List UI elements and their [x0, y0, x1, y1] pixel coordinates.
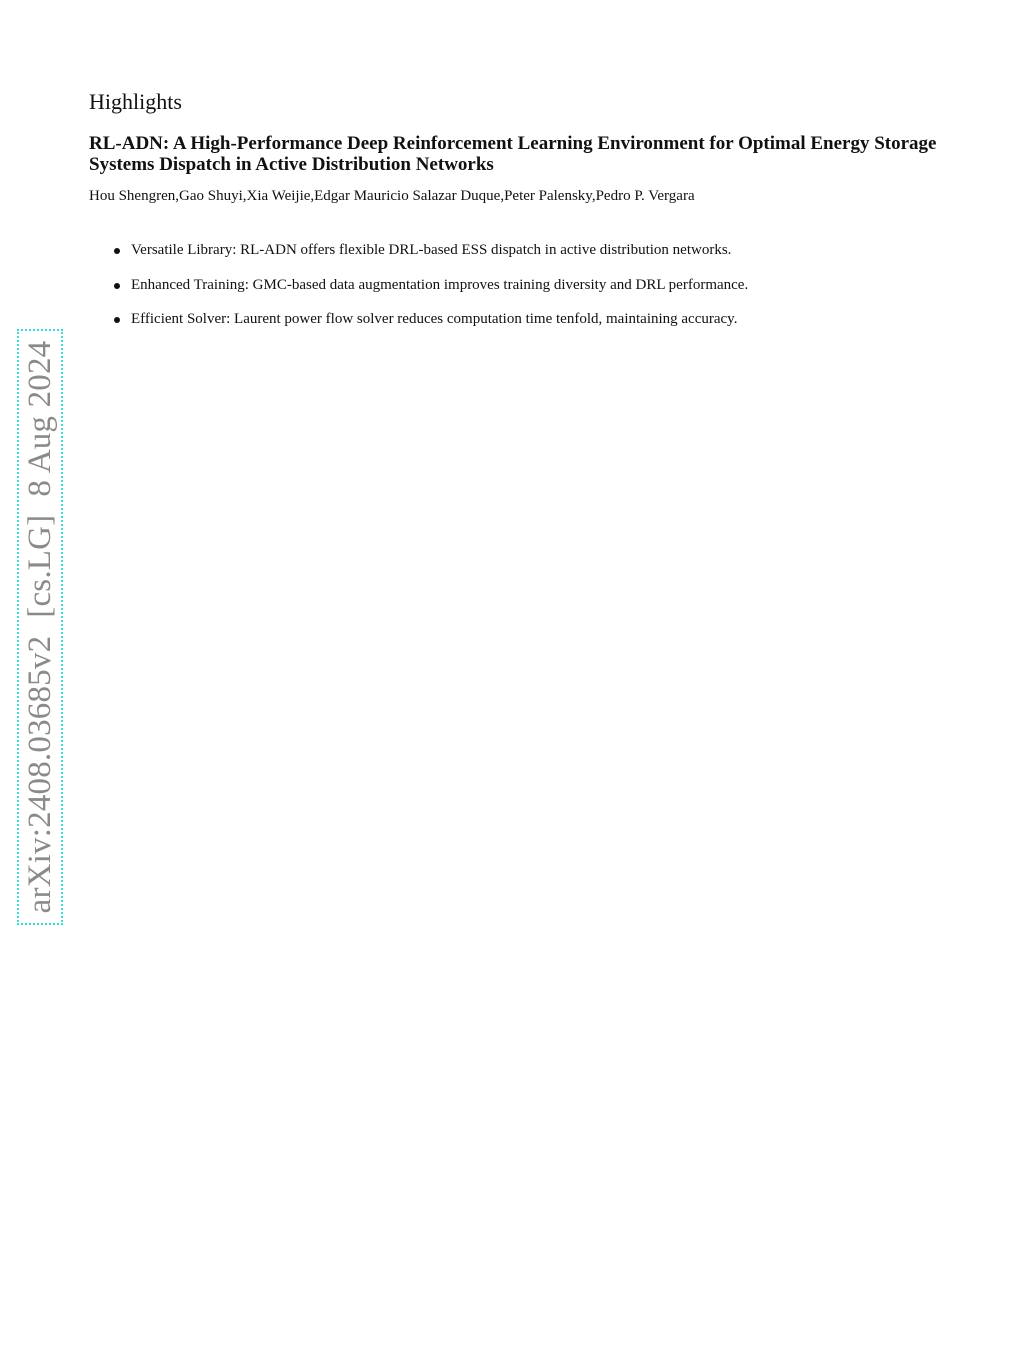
highlight-item [112, 309, 748, 329]
arxiv-stamp[interactable] [17, 329, 63, 925]
highlight-text: Efficient Solver: Laurent power flow solver reduces computation time tenfold, maintaining accuracy. [131, 311, 738, 327]
section-heading: Highlights [89, 89, 182, 114]
paper-title: RL-ADN: A High-Performance Deep Reinforcement Learning Environment for Optimal Energy Storage Systems Dispatch in Active Distribution Networks [89, 133, 937, 175]
highlight-item [112, 240, 748, 260]
highlight-item [112, 275, 748, 295]
highlight-text: Enhanced Training: GMC-based data augmentation improves training diversity and DRL performance. [131, 276, 749, 293]
author-list: Hou Shengren,Gao Shuyi,Xia Weijie,Edgar Mauricio Salazar Duque,Peter Palensky,Pedro P. Vergara [89, 188, 695, 204]
arxiv-id: arXiv:2408.03685v2 [22, 635, 58, 914]
arxiv-date: 8 Aug 2024 [22, 340, 58, 497]
bullet-icon [114, 283, 120, 289]
bullet-icon [114, 248, 120, 254]
highlights-list [112, 240, 748, 344]
bullet-icon [114, 317, 120, 323]
arxiv-category: [cs.LG] [22, 514, 58, 618]
arxiv-stamp-text [20, 341, 60, 914]
highlight-text: Versatile Library: RL-ADN offers flexible DRL-based ESS dispatch in active distribution networks. [131, 242, 732, 258]
